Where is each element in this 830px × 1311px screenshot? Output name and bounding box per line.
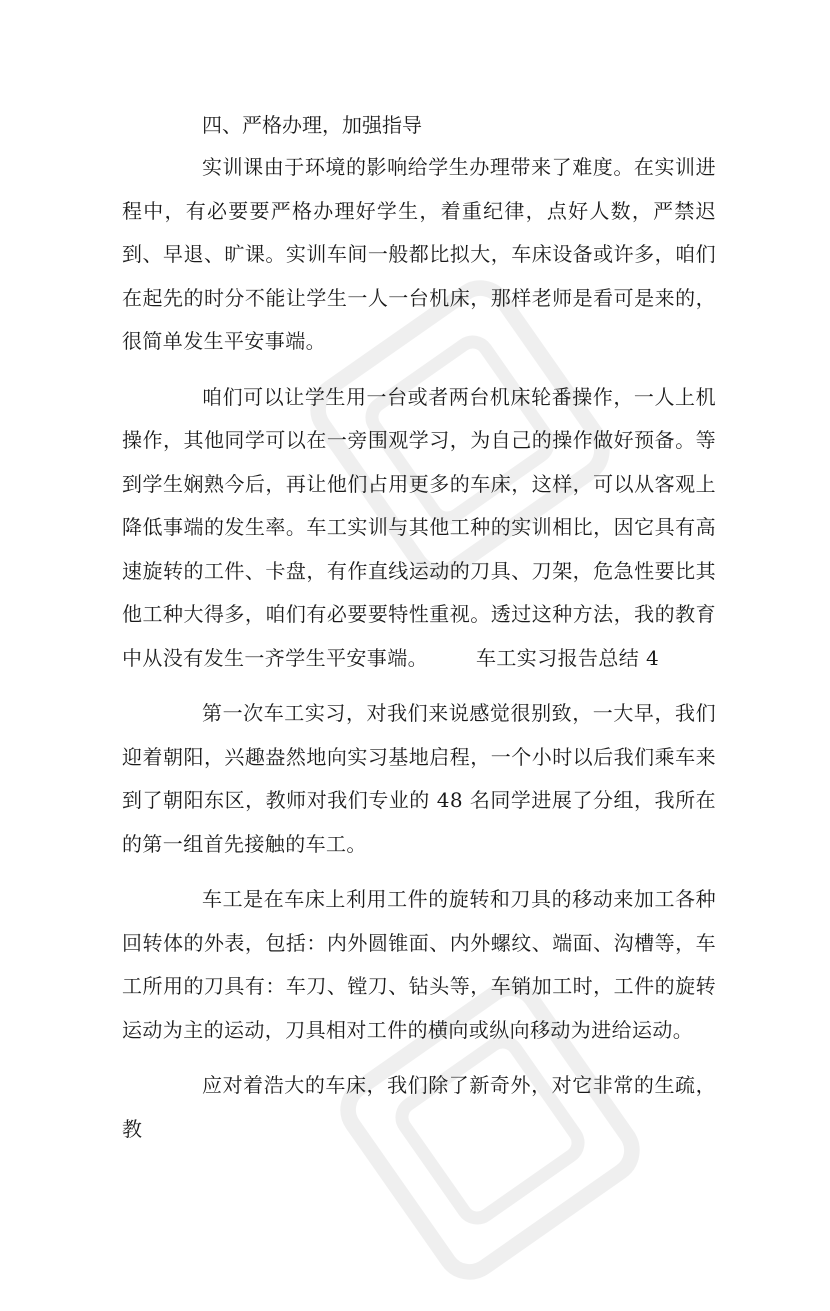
paragraph: 第一次车工实习，对我们来说感觉很别致，一大早，我们迎着朝阳，兴趣盎然地向实习基地启程，一个小时以后我们乘车来到了朝阳东区，教师对我们专业的 48 名同学进展了分组，我所在的第一组首先接触的车工。: [122, 701, 716, 856]
paragraph: 应对着浩大的车床，我们除了新奇外，对它非常的生疏，教: [122, 1073, 716, 1141]
section-heading: 四、严格办理，加强指导: [202, 113, 422, 137]
paragraph: [122, 376, 716, 681]
document-body: [122, 104, 716, 1151]
paragraph-text: 咱们可以让学生用一台或者两台机床轮番操作，一人上机操作，其他同学可以在一旁围观学习，为自己的操作做好预备。等到学生娴熟今后，再让他们占用更多的车床，这样，可以从客观上降低事端的发生率。车工实训与其他工种的实训相比，因它具有高速旋转的工件、卡盘，有作直线运动的刀具、刀架，危急性要比其他工种大得多，咱们有必要要特性重视。透过这种方法，我的教育中从没有发生一齐学生平安事端。: [122, 384, 716, 670]
paragraph: 车工是在车床上利用工件的旋转和刀具的移动来加工各种回转体的外表，包括：内外圆锥面、内外螺纹、端面、沟槽等，车工所用的刀具有：车刀、镗刀、钻头等，车销加工时，工件的旋转运动为主的运动，刀具相对工件的横向或纵向移动为进给运动。: [122, 887, 716, 1042]
paragraph: 实训课由于环境的影响给学生办理带来了难度。在实训进程中，有必要要严格办理好学生，着重纪律，点好人数，严禁迟到、早退、旷课。实训车间一般都比拟大，车床设备或许多，咱们在起先的时分不能让学生一人一台机床，那样老师是看可是来的，很简单发生平安事端。: [122, 155, 716, 353]
inline-section-title: 车工实习报告总结 4: [476, 645, 660, 670]
